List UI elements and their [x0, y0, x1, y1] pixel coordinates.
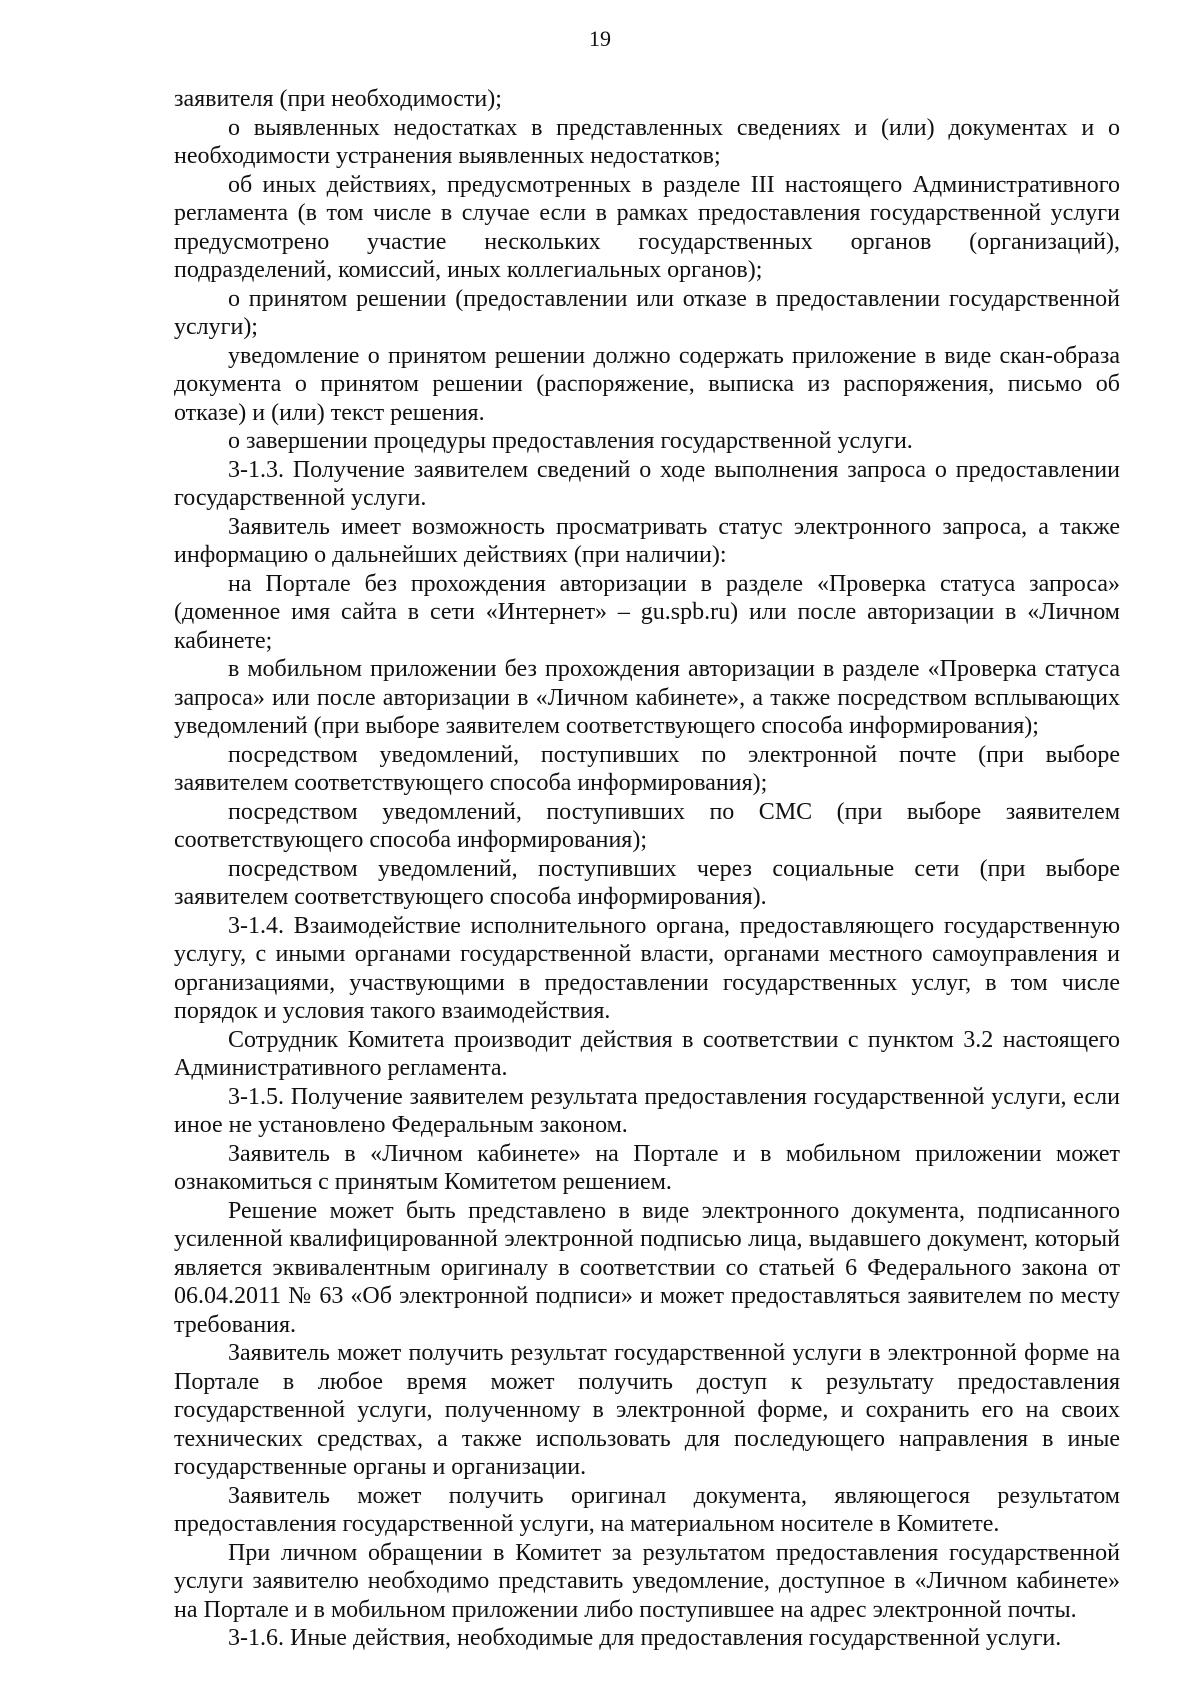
paragraph: об иных действиях, предусмотренных в разделе III настоящего Административного регламента (в том числе в случае если в рамках предоставления государственной услуги предусмотрено участие нескольких государственных органов (организаций), подразделений, комиссий, иных коллегиальных органов);: [174, 171, 1120, 283]
paragraph: посредством уведомлений, поступивших через социальные сети (при выборе заявителем соответствующего способа информирования).: [174, 855, 1120, 910]
paragraph: Заявитель в «Личном кабинете» на Портале и в мобильном приложении может ознакомиться с принятым Комитетом решением.: [174, 1140, 1120, 1195]
paragraph: о выявленных недостатках в представленных сведениях и (или) документах и о необходимости устранения выявленных недостатков;: [174, 114, 1120, 169]
paragraph: Заявитель может получить результат государственной услуги в электронной форме на Портале в любое время может получить доступ к результату предоставления государственной услуги, полученному в электронной форме, и сохранить его на своих технических средствах, а также использовать для последующего направления в иные государственные органы и организации.: [174, 1340, 1120, 1480]
section-paragraph: 3-1.4. Взаимодействие исполнительного органа, предоставляющего государственную услугу, с иными органами государственной власти, органами местного самоуправления и организациями, участвующими в предоставлении государственных услуг, в том числе порядок и условия такого взаимодействия.: [174, 912, 1120, 1024]
section-paragraph: 3-1.5. Получение заявителем результата предоставления государственной услуги, если иное не установлено Федеральным законом.: [174, 1083, 1120, 1138]
paragraph: Заявитель может получить оригинал документа, являющегося результатом предоставления государственной услуги, на материальном носителе в Комитете.: [174, 1482, 1120, 1537]
paragraph: посредством уведомлений, поступивших по электронной почте (при выборе заявителем соответствующего способа информирования);: [174, 741, 1120, 796]
paragraph: о завершении процедуры предоставления государственной услуги.: [228, 428, 913, 454]
section-paragraph: 3-1.6. Иные действия, необходимые для предоставления государственной услуги.: [228, 1625, 1062, 1651]
paragraph: Решение может быть представлено в виде электронного документа, подписанного усиленной квалифицированной электронной подписью лица, выдавшего документ, который является эквивалентным оригиналу в соответствии со статьей 6 Федерального закона от 06.04.2011 № 63 «Об электронной подписи» и может предоставляться заявителем по месту требования.: [174, 1197, 1120, 1338]
paragraph: Сотрудник Комитета производит действия в соответствии с пунктом 3.2 настоящего Административного регламента.: [174, 1026, 1120, 1081]
paragraph: в мобильном приложении без прохождения авторизации в разделе «Проверка статуса запроса» или после авторизации в «Личном кабинете», а также посредством всплывающих уведомлений (при выборе заявителем соответствующего способа информирования);: [174, 656, 1120, 739]
paragraph: уведомление о принятом решении должно содержать приложение в виде скан-образа документа о принятом решении (распоряжение, выписка из распоряжения, письмо об отказе) и (или) текст решения.: [174, 342, 1120, 426]
page-number: 19: [589, 26, 611, 51]
section-paragraph: 3-1.3. Получение заявителем сведений о ходе выполнения запроса о предоставлении государственной услуги.: [174, 456, 1120, 511]
paragraph: о принятом решении (предоставлении или отказе в предоставлении государственной услуги);: [174, 285, 1120, 340]
document-body: [174, 85, 1120, 1653]
paragraph: Заявитель имеет возможность просматривать статус электронного запроса, а также информацию о дальнейших действиях (при наличии):: [174, 513, 1120, 568]
paragraph: на Портале без прохождения авторизации в разделе «Проверка статуса запроса» (доменное имя сайта в сети «Интернет» – gu.spb.ru) или после авторизации в «Личном кабинете;: [174, 570, 1120, 654]
paragraph: посредством уведомлений, поступивших по СМС (при выборе заявителем соответствующего способа информирования);: [174, 798, 1120, 853]
paragraph: При личном обращении в Комитет за результатом предоставления государственной услуги заявителю необходимо представить уведомление, доступное в «Личном кабинете» на Портале и в мобильном приложении либо поступившее на адрес электронной почты.: [174, 1539, 1120, 1623]
paragraph: заявителя (при необходимости);: [174, 86, 502, 112]
